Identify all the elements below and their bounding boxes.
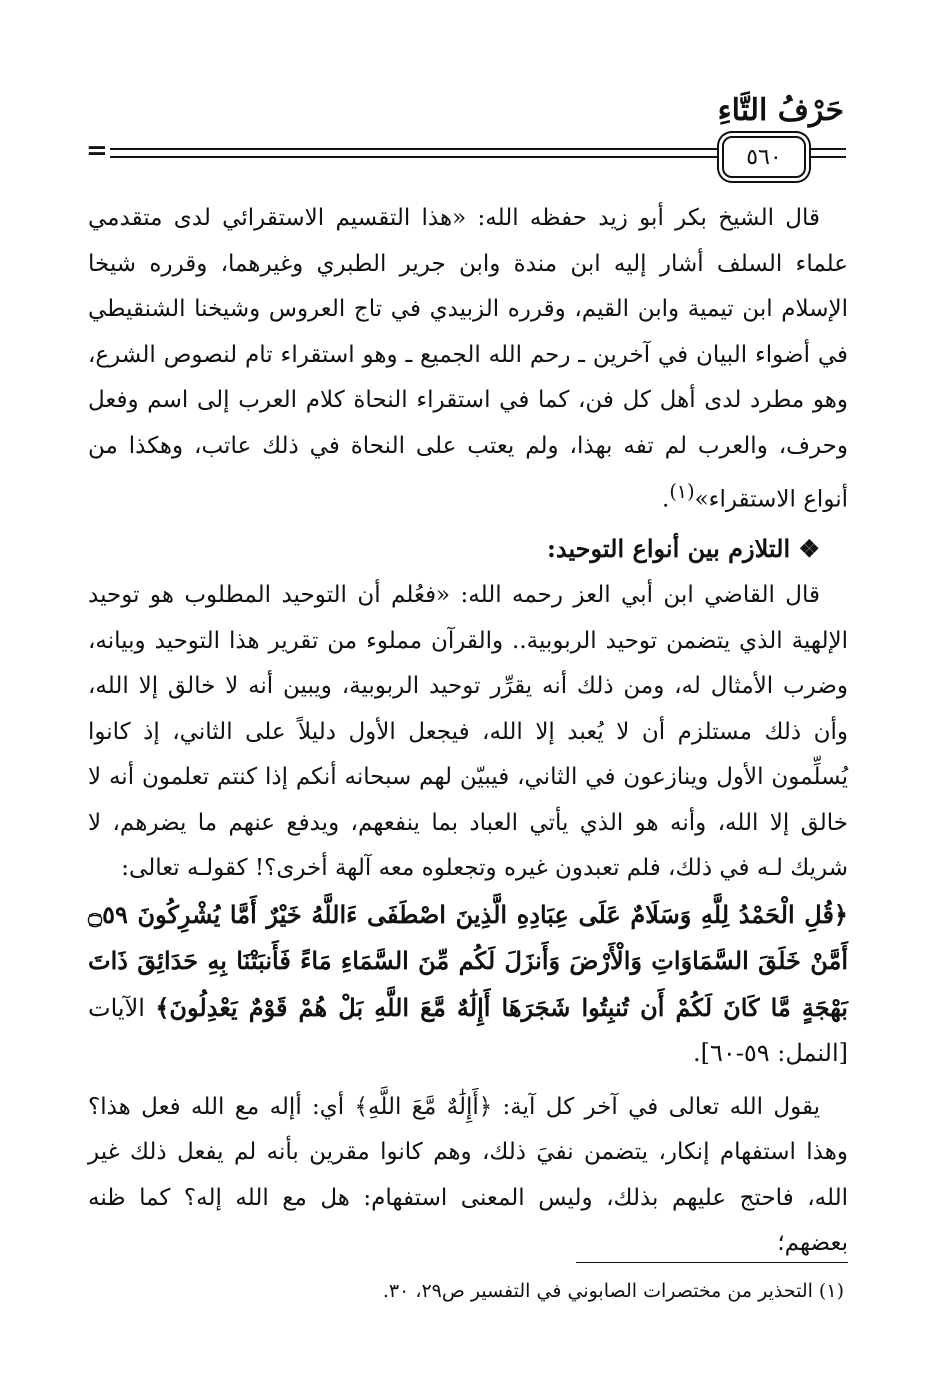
paragraph-1	[88, 196, 848, 523]
paragraph-2: قال القاضي ابن أبي العز رحمه الله: «فعُلم أن التوحيد المطلوب هو توحيد الإلهية الذي يتضمن توحيد الربوبية.. والقرآن مملوء من تقرير هذا التوحيد وبيانه، وضرب الأمثال له، ومن ذلك أنه يقرِّر توحيد الربوبية، ويبين أنه لا خالق إلا الله، وأن ذلك مستلزم أن لا يُعبد إلا الله، فيجعل الأول دليلاً على الثاني، إذ كانوا يُسلِّمون الأول وينازعون في الثاني، فيبيّن لهم سبحانه أنكم إذا كنتم تعلمون أنه لا خالق إلا الله، وأنه هو الذي يأتي العباد بما ينفعهم، ويدفع عنهم ما يضرهم، لا شريك لـه في ذلك، فلم تعبدون غيره وتجعلوه معه آلهة أخرى؟! كقولـه تعالى:	[88, 582, 848, 882]
body-text	[88, 196, 848, 1267]
paragraph-3: يقول الله تعالى في آخر كل آية: ﴿أَإِلَٰهٌ مَّعَ اللَّهِ﴾ أي: أإله مع الله فعل هذا؟ وهذا استفهام إنكار، يتضمن نفيَ ذلك، وهم كانوا مقرين بأنه لم يفعل ذلك غير الله، فاحتج عليهم بذلك، وليس المعنى استفهام: هل مع الله إله؟ كما ظنه بعضهم؛	[88, 1093, 848, 1257]
quran-verse: ﴿قُلِ الْحَمْدُ لِلَّهِ وَسَلَامٌ عَلَى عِبَادِهِ الَّذِينَ اصْطَفَى ءَاللَّهُ خَيْرٌ أَمَّا يُشْرِكُونَ ۝٥٩ أَمَّنْ خَلَقَ السَّمَاوَاتِ وَالْأَرْضَ وَأَنزَلَ لَكُم مِّنَ السَّمَاءِ مَاءً فَأَنبَتْنَا بِهِ حَدَائِقَ ذَاتَ بَهْجَةٍ مَّا كَانَ لَكُمْ أَن تُنبِتُوا شَجَرَهَا أَإِلَٰهٌ مَّعَ اللَّهِ بَلْ هُمْ قَوْمٌ يَعْدِلُونَ﴾	[88, 899, 848, 1022]
quran-verse-block	[88, 892, 848, 1077]
page-number-text: ٥٦٠	[746, 144, 782, 170]
chapter-title: حَرْفُ التَّاءِ	[717, 93, 844, 128]
paragraph-1-text: قال الشيخ بكر أبو زيد حفظه الله: «هذا التقسيم الاستقرائي لدى متقدمي علماء السلف أشار إليه ابن مندة وابن جرير الطبري وغيرهما، وقرره شيخا الإسلام ابن تيمية وابن القيم، وقرره الزبيدي في تاج العروس وشيخنا الشنقيطي في أضواء البيان في آخرين ـ رحم الله الجميع ـ وهو استقراء تام لنصوص الشرع، وهو مطرد لدى أهل كل فن، كما في استقراء النحاة كلام العرب إلى اسم وفعل وحرف، والعرب لم تفه بهذا، ولم يعتب على النحاة في ذلك عاتب، وهكذا من أنواع الاستقراء»	[88, 205, 848, 513]
paragraph-1-end: .	[662, 486, 670, 513]
section-heading: ❖ التلازم بين أنواع التوحيد:	[546, 534, 820, 564]
footnote-ref-1: (١)	[669, 480, 695, 503]
header-double-line-mark: =	[86, 136, 108, 166]
quran-reference: الآيات [النمل: ٥٩-٦٠].	[88, 993, 848, 1068]
footnote-rule	[576, 1262, 848, 1263]
footnote: (١) التحذير من مختصرات الصابوني في التفسير ص٢٩، ٣٠.	[382, 1280, 844, 1302]
page-number	[722, 136, 806, 178]
